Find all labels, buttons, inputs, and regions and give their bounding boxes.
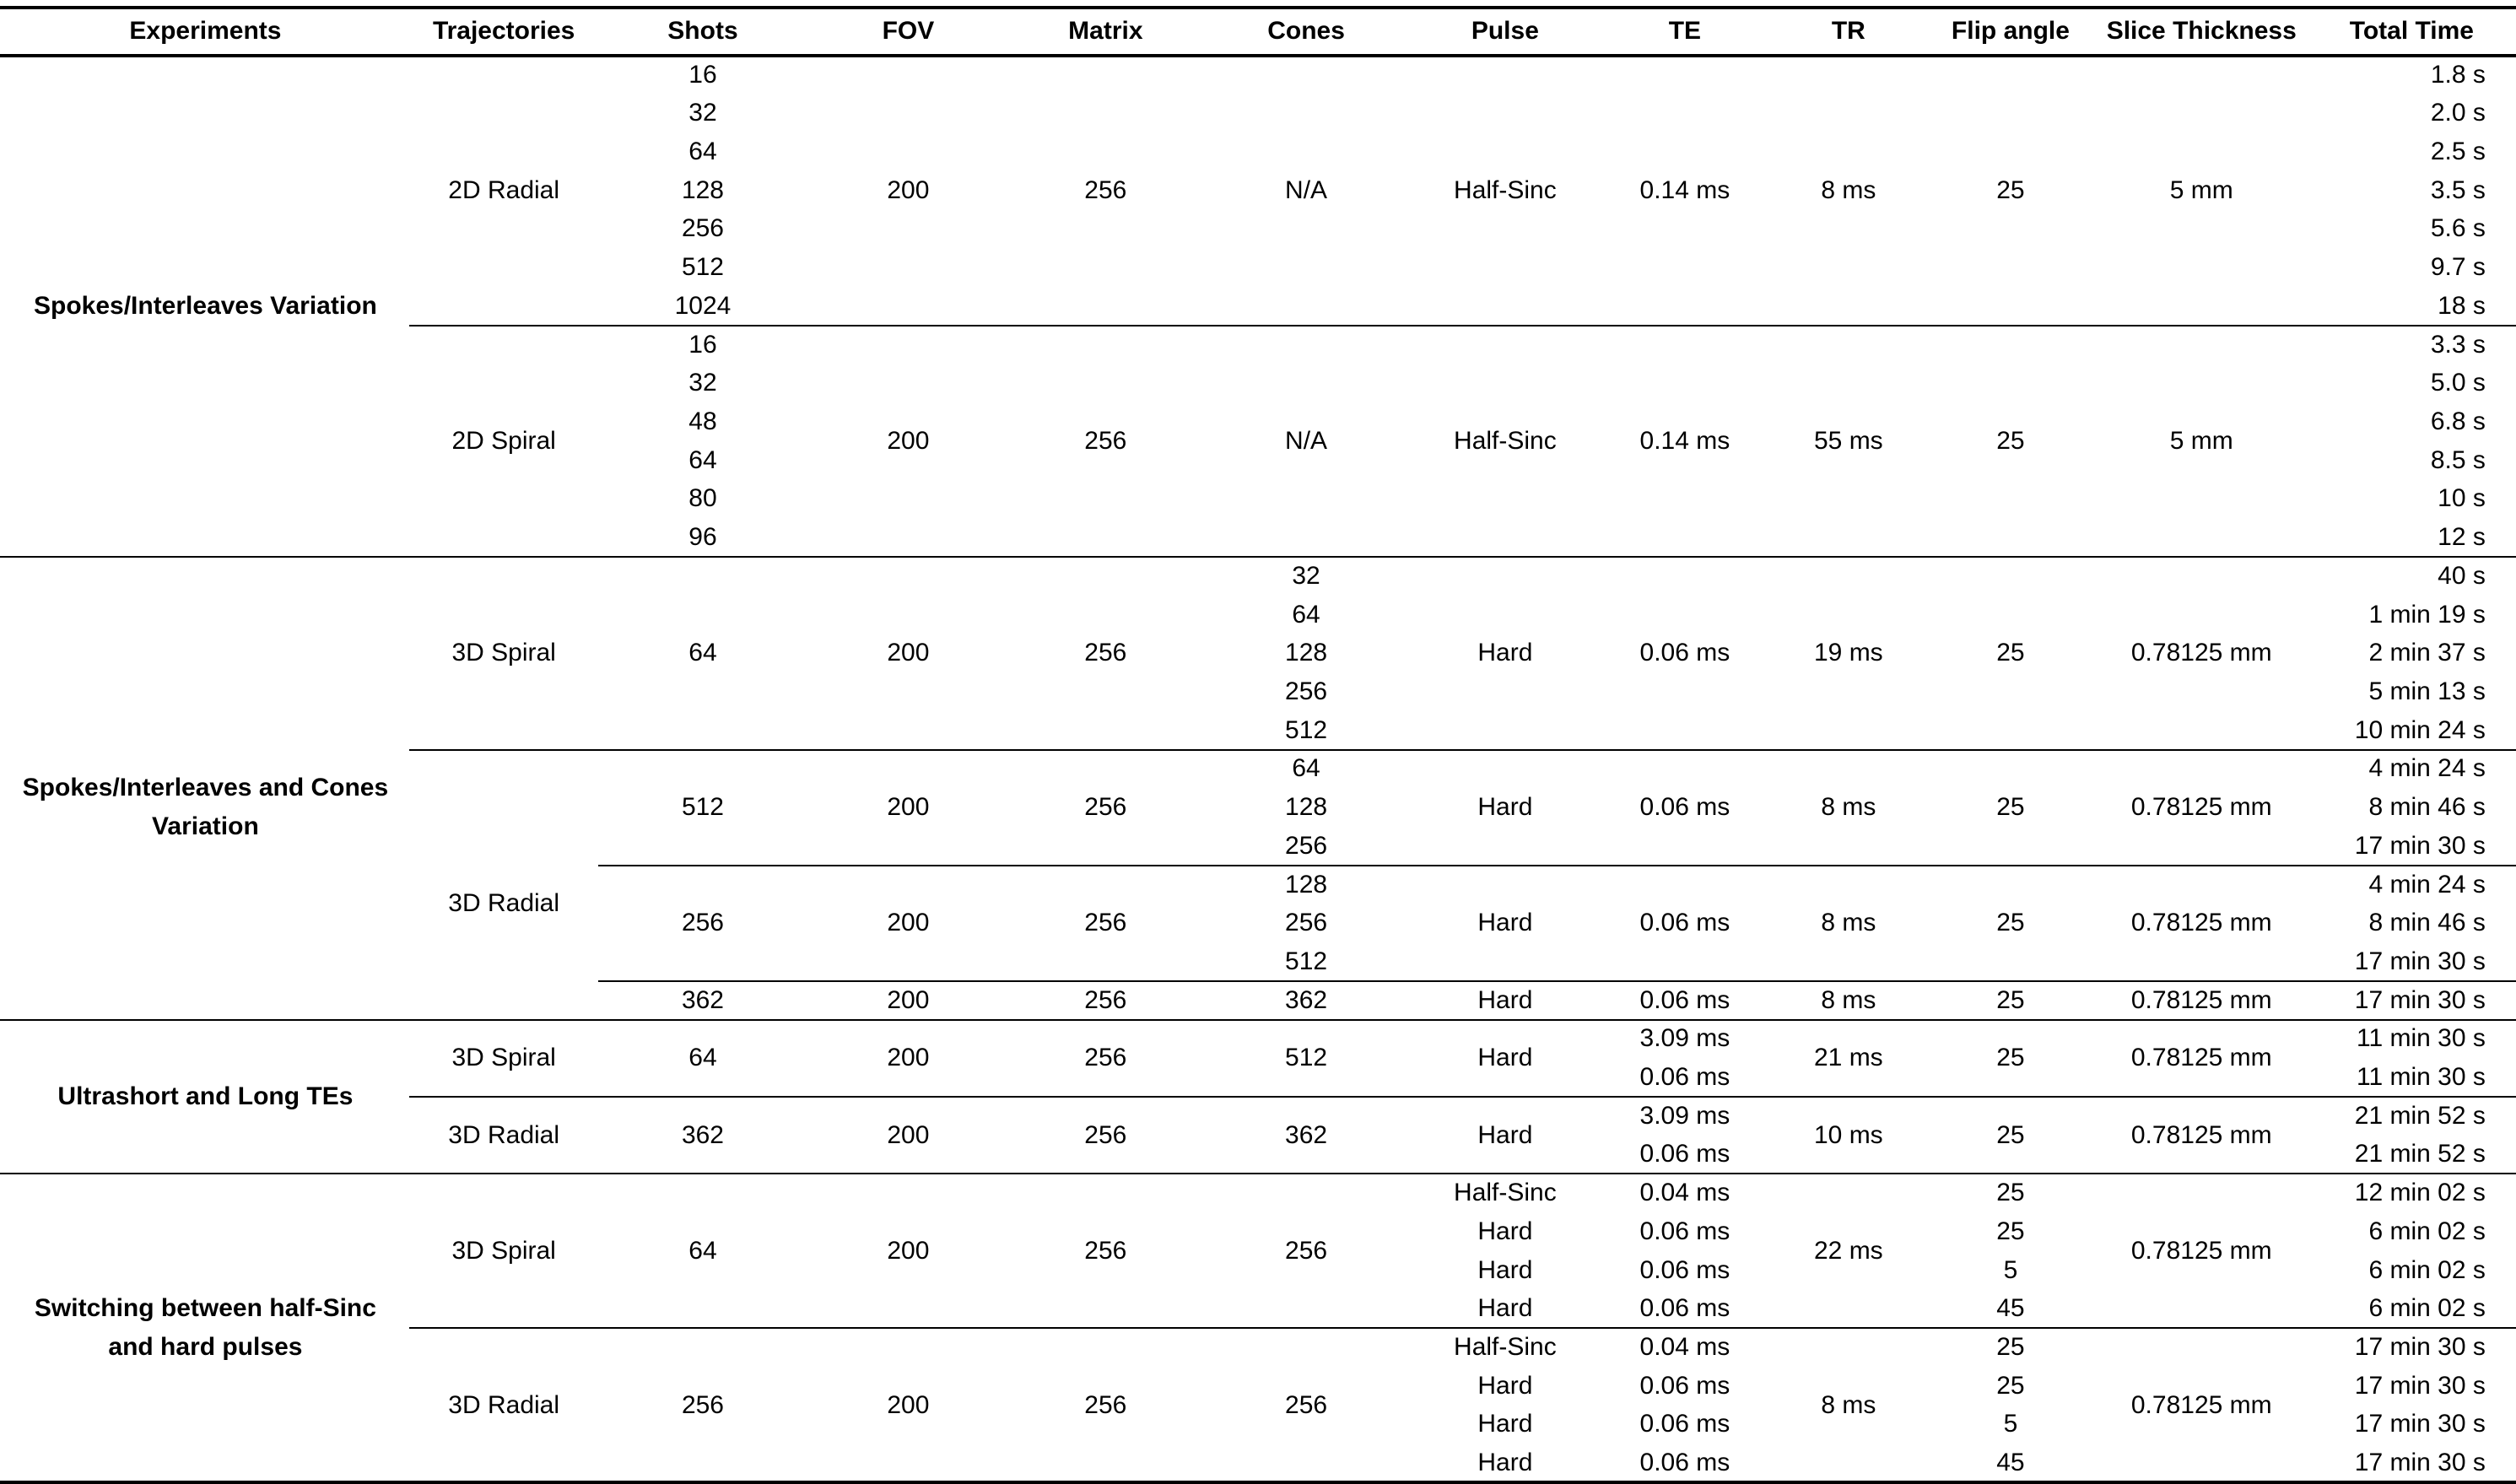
- slice-thickness-cell: 0.78125 mm: [2130, 1120, 2272, 1149]
- flip-angle-cell: 5: [2003, 1410, 2018, 1438]
- trajectory-cell: 3D Spiral: [451, 1236, 556, 1265]
- total-time-cell: 17 min 30 s: [2354, 985, 2486, 1014]
- slice-thickness-cell: 0.78125 mm: [2130, 909, 2272, 937]
- total-time-cell: 11 min 30 s: [2357, 1063, 2486, 1092]
- trajectory-cell: 3D Spiral: [451, 639, 556, 667]
- cones-cell: 128: [1285, 639, 1328, 667]
- shots-cell: 362: [681, 985, 724, 1014]
- shots-cell: 256: [681, 909, 724, 937]
- cones-cell: N/A: [1285, 426, 1328, 455]
- shots-cell: 512: [681, 253, 724, 282]
- cones-cell: 256: [1285, 831, 1328, 860]
- header-shots: Shots: [667, 17, 738, 46]
- trajectory-cell: 3D Spiral: [451, 1044, 556, 1072]
- slice-thickness-cell: 0.78125 mm: [2130, 1236, 2272, 1265]
- shots-cell: 256: [681, 1390, 724, 1419]
- shots-cell: 64: [688, 445, 717, 474]
- header-trajectories: Trajectories: [432, 17, 575, 46]
- pulse-cell: Hard: [1477, 1255, 1533, 1284]
- pulse-cell: Half-Sinc: [1454, 1179, 1557, 1207]
- slice-thickness-cell: 0.78125 mm: [2130, 639, 2272, 667]
- cones-cell: 64: [1292, 754, 1320, 783]
- te-cell: 0.06 ms: [1639, 1449, 1730, 1477]
- table-rule: [0, 1173, 2516, 1174]
- matrix-cell: 256: [1084, 985, 1127, 1014]
- total-time-cell: 17 min 30 s: [2354, 1333, 2486, 1362]
- total-time-cell: 6 min 02 s: [2368, 1217, 2486, 1245]
- experiment-spokes-cones-variation: Spokes/Interleaves and Cones Variation: [22, 774, 389, 841]
- tr-cell: 55 ms: [1813, 426, 1883, 455]
- cones-cell: 512: [1285, 947, 1328, 975]
- total-time-cell: 12 s: [2438, 523, 2486, 552]
- total-time-cell: 2.5 s: [2430, 137, 2486, 165]
- te-cell: 0.06 ms: [1639, 1371, 1730, 1400]
- total-time-cell: 3.5 s: [2430, 175, 2486, 204]
- matrix-cell: 256: [1084, 1120, 1127, 1149]
- total-time-cell: 21 min 52 s: [2354, 1101, 2486, 1130]
- tr-cell: 22 ms: [1813, 1236, 1883, 1265]
- matrix-cell: 256: [1084, 1236, 1127, 1265]
- shots-cell: 64: [688, 1044, 717, 1072]
- pulse-cell: Hard: [1477, 1044, 1533, 1072]
- cones-cell: 128: [1285, 793, 1328, 822]
- total-time-cell: 21 min 52 s: [2354, 1140, 2486, 1168]
- fov-cell: 200: [887, 909, 930, 937]
- total-time-cell: 17 min 30 s: [2354, 947, 2486, 975]
- header-experiments: Experiments: [129, 17, 282, 46]
- te-cell: 0.06 ms: [1639, 1255, 1730, 1284]
- total-time-cell: 11 min 30 s: [2357, 1024, 2486, 1053]
- tr-cell: 8 ms: [1821, 175, 1876, 204]
- total-time-cell: 5.0 s: [2430, 369, 2486, 397]
- pulse-cell: Hard: [1477, 1371, 1533, 1400]
- total-time-cell: 18 s: [2438, 291, 2486, 320]
- slice-thickness-cell: 0.78125 mm: [2130, 1044, 2272, 1072]
- total-time-cell: 12 min 02 s: [2354, 1179, 2486, 1207]
- pulse-cell: Hard: [1477, 639, 1533, 667]
- shots-cell: 512: [681, 793, 724, 822]
- total-time-cell: 10 min 24 s: [2354, 715, 2486, 744]
- cones-cell: 362: [1285, 1120, 1328, 1149]
- table-rule: [409, 1096, 2516, 1098]
- total-time-cell: 4 min 24 s: [2368, 870, 2486, 898]
- cones-cell: 32: [1292, 561, 1320, 590]
- slice-thickness-cell: 0.78125 mm: [2130, 793, 2272, 822]
- pulse-cell: Hard: [1477, 1217, 1533, 1245]
- fov-cell: 200: [887, 985, 930, 1014]
- header-matrix: Matrix: [1068, 17, 1143, 46]
- slice-thickness-cell: 5 mm: [2169, 426, 2233, 455]
- experiment-spokes-interleaves-variation: Spokes/Interleaves Variation: [33, 291, 377, 320]
- pulse-cell: Hard: [1477, 793, 1533, 822]
- cones-cell: 362: [1285, 985, 1328, 1014]
- te-cell: 0.14 ms: [1639, 426, 1730, 455]
- matrix-cell: 256: [1084, 639, 1127, 667]
- te-cell: 0.04 ms: [1639, 1333, 1730, 1362]
- flip-angle-cell: 25: [1996, 909, 2025, 937]
- cones-cell: 512: [1285, 715, 1328, 744]
- total-time-cell: 40 s: [2438, 561, 2486, 590]
- flip-angle-cell: 25: [1996, 1217, 2025, 1245]
- flip-angle-cell: 25: [1996, 1333, 2025, 1362]
- total-time-cell: 3.3 s: [2430, 330, 2486, 359]
- fov-cell: 200: [887, 1390, 930, 1419]
- cones-cell: N/A: [1285, 175, 1328, 204]
- total-time-cell: 6 min 02 s: [2368, 1255, 2486, 1284]
- table-rule: [598, 865, 2516, 866]
- total-time-cell: 6.8 s: [2430, 407, 2486, 435]
- slice-thickness-cell: 5 mm: [2169, 175, 2233, 204]
- total-time-cell: 5.6 s: [2430, 214, 2486, 243]
- flip-angle-cell: 25: [1996, 426, 2025, 455]
- total-time-cell: 9.7 s: [2430, 253, 2486, 282]
- total-time-cell: 10 s: [2438, 484, 2486, 513]
- tr-cell: 8 ms: [1821, 985, 1876, 1014]
- fov-cell: 200: [887, 639, 930, 667]
- pulse-cell: Hard: [1477, 1294, 1533, 1323]
- matrix-cell: 256: [1084, 793, 1127, 822]
- shots-cell: 80: [688, 484, 717, 513]
- total-time-cell: 8 min 46 s: [2368, 909, 2486, 937]
- shots-cell: 48: [688, 407, 717, 435]
- flip-angle-cell: 25: [1996, 985, 2025, 1014]
- header-total-time: Total Time: [2349, 17, 2474, 46]
- total-time-cell: 17 min 30 s: [2354, 1410, 2486, 1438]
- header-fov: FOV: [882, 17, 935, 46]
- table-rule: [0, 1481, 2516, 1484]
- shots-cell: 16: [688, 330, 717, 359]
- pulse-cell: Half-Sinc: [1454, 1333, 1557, 1362]
- matrix-cell: 256: [1084, 1044, 1127, 1072]
- experiment-switching-pulses: Switching between half-Sinc and hard pulses: [34, 1294, 376, 1362]
- shots-cell: 64: [688, 1236, 717, 1265]
- tr-cell: 21 ms: [1813, 1044, 1883, 1072]
- fov-cell: 200: [887, 1236, 930, 1265]
- cones-cell: 256: [1285, 1236, 1328, 1265]
- matrix-cell: 256: [1084, 175, 1127, 204]
- shots-cell: 32: [688, 369, 717, 397]
- pulse-cell: Hard: [1477, 985, 1533, 1014]
- header-tr: TR: [1831, 17, 1865, 46]
- pulse-cell: Hard: [1477, 1120, 1533, 1149]
- te-cell: 3.09 ms: [1639, 1024, 1730, 1053]
- table-rule: [0, 6, 2516, 9]
- flip-angle-cell: 25: [1996, 1044, 2025, 1072]
- flip-angle-cell: 45: [1996, 1449, 2025, 1477]
- experiment-ultrashort-long-tes: Ultrashort and Long TEs: [57, 1082, 354, 1110]
- flip-angle-cell: 25: [1996, 639, 2025, 667]
- header-slice-thickness: Slice Thickness: [2106, 17, 2297, 46]
- header-flip-angle: Flip angle: [1951, 17, 2070, 46]
- total-time-cell: 1 min 19 s: [2368, 600, 2486, 629]
- table-rule: [409, 749, 2516, 751]
- trajectory-cell: 3D Radial: [448, 1120, 560, 1149]
- matrix-cell: 256: [1084, 1390, 1127, 1419]
- tr-cell: 8 ms: [1821, 793, 1876, 822]
- flip-angle-cell: 25: [1996, 1179, 2025, 1207]
- pulse-cell: Half-Sinc: [1454, 426, 1557, 455]
- total-time-cell: 17 min 30 s: [2354, 831, 2486, 860]
- fov-cell: 200: [887, 1120, 930, 1149]
- total-time-cell: 2.0 s: [2430, 99, 2486, 127]
- te-cell: 0.06 ms: [1639, 1410, 1730, 1438]
- total-time-cell: 8 min 46 s: [2368, 793, 2486, 822]
- shots-cell: 128: [681, 175, 724, 204]
- shots-cell: 64: [688, 137, 717, 165]
- pulse-cell: Hard: [1477, 909, 1533, 937]
- fov-cell: 200: [887, 426, 930, 455]
- tr-cell: 10 ms: [1813, 1120, 1883, 1149]
- te-cell: 0.14 ms: [1639, 175, 1730, 204]
- flip-angle-cell: 25: [1996, 793, 2025, 822]
- te-cell: 0.06 ms: [1639, 1217, 1730, 1245]
- te-cell: 0.06 ms: [1639, 639, 1730, 667]
- total-time-cell: 5 min 13 s: [2368, 677, 2486, 705]
- shots-cell: 1024: [674, 291, 732, 320]
- pulse-cell: Hard: [1477, 1449, 1533, 1477]
- flip-angle-cell: 45: [1996, 1294, 2025, 1323]
- fov-cell: 200: [887, 793, 930, 822]
- fov-cell: 200: [887, 175, 930, 204]
- total-time-cell: 17 min 30 s: [2354, 1371, 2486, 1400]
- te-cell: 0.06 ms: [1639, 1140, 1730, 1168]
- pulse-cell: Half-Sinc: [1454, 175, 1557, 204]
- flip-angle-cell: 25: [1996, 1371, 2025, 1400]
- te-cell: 0.06 ms: [1639, 909, 1730, 937]
- slice-thickness-cell: 0.78125 mm: [2130, 1390, 2272, 1419]
- shots-cell: 64: [688, 639, 717, 667]
- te-cell: 0.06 ms: [1639, 1063, 1730, 1092]
- header-pulse: Pulse: [1471, 17, 1539, 46]
- total-time-cell: 2 min 37 s: [2368, 639, 2486, 667]
- trajectory-cell: 3D Radial: [448, 1390, 560, 1419]
- slice-thickness-cell: 0.78125 mm: [2130, 985, 2272, 1014]
- cones-cell: 128: [1285, 870, 1328, 898]
- pulse-cell: Hard: [1477, 1410, 1533, 1438]
- total-time-cell: 17 min 30 s: [2354, 1449, 2486, 1477]
- cones-cell: 256: [1285, 909, 1328, 937]
- shots-cell: 32: [688, 99, 717, 127]
- cones-cell: 64: [1292, 600, 1320, 629]
- flip-angle-cell: 5: [2003, 1255, 2018, 1284]
- total-time-cell: 8.5 s: [2430, 445, 2486, 474]
- te-cell: 3.09 ms: [1639, 1101, 1730, 1130]
- te-cell: 0.06 ms: [1639, 985, 1730, 1014]
- trajectory-cell: 2D Radial: [448, 175, 560, 204]
- cones-cell: 512: [1285, 1044, 1328, 1072]
- fov-cell: 200: [887, 1044, 930, 1072]
- total-time-cell: 6 min 02 s: [2368, 1294, 2486, 1323]
- table-rule: [0, 54, 2516, 57]
- matrix-cell: 256: [1084, 909, 1127, 937]
- tr-cell: 19 ms: [1813, 639, 1883, 667]
- header-te: TE: [1668, 17, 1702, 46]
- shots-cell: 362: [681, 1120, 724, 1149]
- shots-cell: 256: [681, 214, 724, 243]
- matrix-cell: 256: [1084, 426, 1127, 455]
- table-rule: [0, 556, 2516, 558]
- te-cell: 0.06 ms: [1639, 793, 1730, 822]
- shots-cell: 96: [688, 523, 717, 552]
- trajectory-cell: 3D Radial: [448, 889, 560, 918]
- cones-cell: 256: [1285, 1390, 1328, 1419]
- flip-angle-cell: 25: [1996, 1120, 2025, 1149]
- te-cell: 0.04 ms: [1639, 1179, 1730, 1207]
- flip-angle-cell: 25: [1996, 175, 2025, 204]
- cones-cell: 256: [1285, 677, 1328, 705]
- tr-cell: 8 ms: [1821, 909, 1876, 937]
- total-time-cell: 4 min 24 s: [2368, 754, 2486, 783]
- trajectory-cell: 2D Spiral: [451, 426, 556, 455]
- header-cones: Cones: [1267, 17, 1345, 46]
- total-time-cell: 1.8 s: [2430, 60, 2486, 89]
- te-cell: 0.06 ms: [1639, 1294, 1730, 1323]
- shots-cell: 16: [688, 60, 717, 89]
- tr-cell: 8 ms: [1821, 1390, 1876, 1419]
